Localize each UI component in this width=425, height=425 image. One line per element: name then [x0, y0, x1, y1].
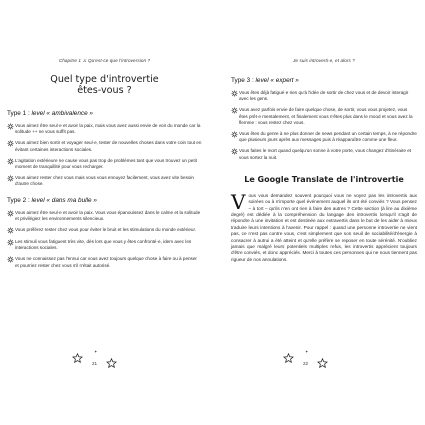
list-item: Vous faites le mort quand quelqu'un sonne à votre porte, vous changez d'itinéraire et vous sortez la nuit. — [231, 148, 417, 160]
type3-label: Type 3 : — [231, 77, 256, 84]
list-item: Vous avez parfois envie de faire quelque chose, de sortir, vous vous projetez, vous êtes prêt·e mentalement, et finalement vous n'êtes plus dans le mood et vous avez la flemme : vous restez chez vous. — [231, 107, 417, 126]
folio-dot: ✦ — [94, 349, 98, 354]
type2-name: level « dans ma bulle » — [31, 196, 97, 204]
sun-swirl-icon — [7, 140, 15, 147]
sun-swirl-icon — [7, 227, 15, 234]
list-item: L'agitation extérieure ne cause vous pas trop de problèmes tant que vous trouvez un petit moment de tranquillité pour vous recharger. — [7, 158, 202, 170]
page-number-right: 22 — [303, 361, 309, 366]
folio-right — [283, 349, 343, 371]
page-number-left: 21 — [92, 361, 98, 366]
type3-name: level « expert » — [255, 77, 299, 84]
type1-list — [7, 123, 202, 188]
list-item: Vous aimez bien sortir et voyager seul·e, tester de nouvelles choses dans votre coin tout en évitant certaines interactions sociales. — [7, 140, 202, 152]
star-icon — [283, 353, 294, 364]
list-item: Vous préférez rester chez vous pour éviter le bruit et les stimulations du monde extérieur. — [7, 227, 202, 234]
page-title — [7, 74, 202, 96]
list-item: Les stimuli vous fatiguent très vite, dès lors que vous y êtes confronté·e, idem avec les interactions sociales. — [7, 239, 202, 251]
running-head-right: Je suis introverti·e, et alors ? — [293, 58, 355, 63]
sun-swirl-icon — [231, 148, 239, 155]
type1-name: level « ambivalence » — [31, 110, 93, 117]
body-paragraph — [231, 189, 417, 263]
sun-swirl-icon — [231, 107, 239, 114]
list-item: Vous aimez rester chez vous mais vous vous ennuyez facilement, vous avez vite besoin d'autre chose. — [7, 175, 202, 187]
folio-left — [72, 349, 132, 371]
star-icon — [106, 358, 117, 369]
type1-label: Type 1 : — [7, 110, 32, 117]
running-head-left: Chapitre 1 ⚔ Qu'est-ce que l'introversion ? — [58, 58, 151, 63]
star-icon — [317, 358, 328, 369]
sun-swirl-icon — [7, 256, 15, 263]
type2-list — [7, 210, 202, 269]
sun-swirl-icon — [231, 90, 239, 97]
paragraph-text: ous vous demandez souvent pourquoi vous ne voyez pas les introvertis aux soirées ou à n'importe quel événement auquel ils ont été conviés ? Vous pensez – à tort – qu'ils n'en ont rien à faire des autres ? Cette section (à lire au dixième degré) est dédiée à la compréhension du langage des introvertis lorsqu'il s'agit de répondre à une invitation et est destinée aux extravertis dans le but de les aider à mieux traduire leurs intentions à l'avenir. Pour rappel : quand une personne introvertie ne vient pas, ce n'est pas contre vous, c'est simplement que son seuil de sociabilité/d'énergie à consacrer à autrui a été atteint et qu'elle préfère se reposer en toute sérénité. N'oubliez jamais que malgré leurs potentiels multiples refus, les introvertis apprécient toujours d'être conviés, et donc appréciés. Merci à toutes ces personnes qui ne nous tiennent pas rigueur de nos annulations. — [231, 192, 417, 262]
type3-heading — [231, 77, 417, 84]
title-line-2: êtes-vous ? — [77, 85, 132, 96]
section-subtitle: Le Google Translate de l'introvertie — [244, 174, 404, 184]
list-item: Vous aimez être seul·e et avoir la paix. Vous vous épanouissez dans le calme et la solitude et privilégiez les environnements silencieux. — [7, 210, 202, 222]
type1-heading — [7, 110, 202, 117]
folio-dot: ✦ — [305, 349, 309, 354]
title-line-1: Quel type d'introvertie — [50, 74, 159, 85]
sun-swirl-icon — [7, 123, 15, 130]
type2-label: Type 2 : — [7, 196, 32, 204]
sun-swirl-icon — [7, 239, 15, 246]
type2-heading — [7, 197, 202, 204]
drop-cap: V — [231, 189, 246, 214]
type3-list — [231, 90, 417, 161]
star-icon — [72, 353, 83, 364]
list-item: Vous êtes déjà fatigué·e rien qu'à l'idée de sortir de chez vous et de devoir interagir avec les gens. — [231, 90, 417, 102]
sun-swirl-icon — [7, 210, 15, 217]
sun-swirl-icon — [7, 175, 15, 182]
sun-swirl-icon — [7, 158, 15, 165]
list-item: Vous ne connaissez pas l'ennui car vous avez toujours quelque chose à faire ou à penser et pourriez rester chez vous s'il n'était autorisé. — [7, 256, 202, 268]
list-item: Vous êtes du genre à ne plus donner de news pendant un certain temps, à ne répondre que plusieurs jours après aux messages puis à réapparaître comme une fleur. — [231, 131, 417, 143]
list-item: Vous aimez être seul·e et avoir la paix, mais vous avez aussi envie de voir du monde car la solitude ++ ne vous suffit pas. — [7, 123, 202, 135]
sun-swirl-icon — [231, 131, 239, 138]
